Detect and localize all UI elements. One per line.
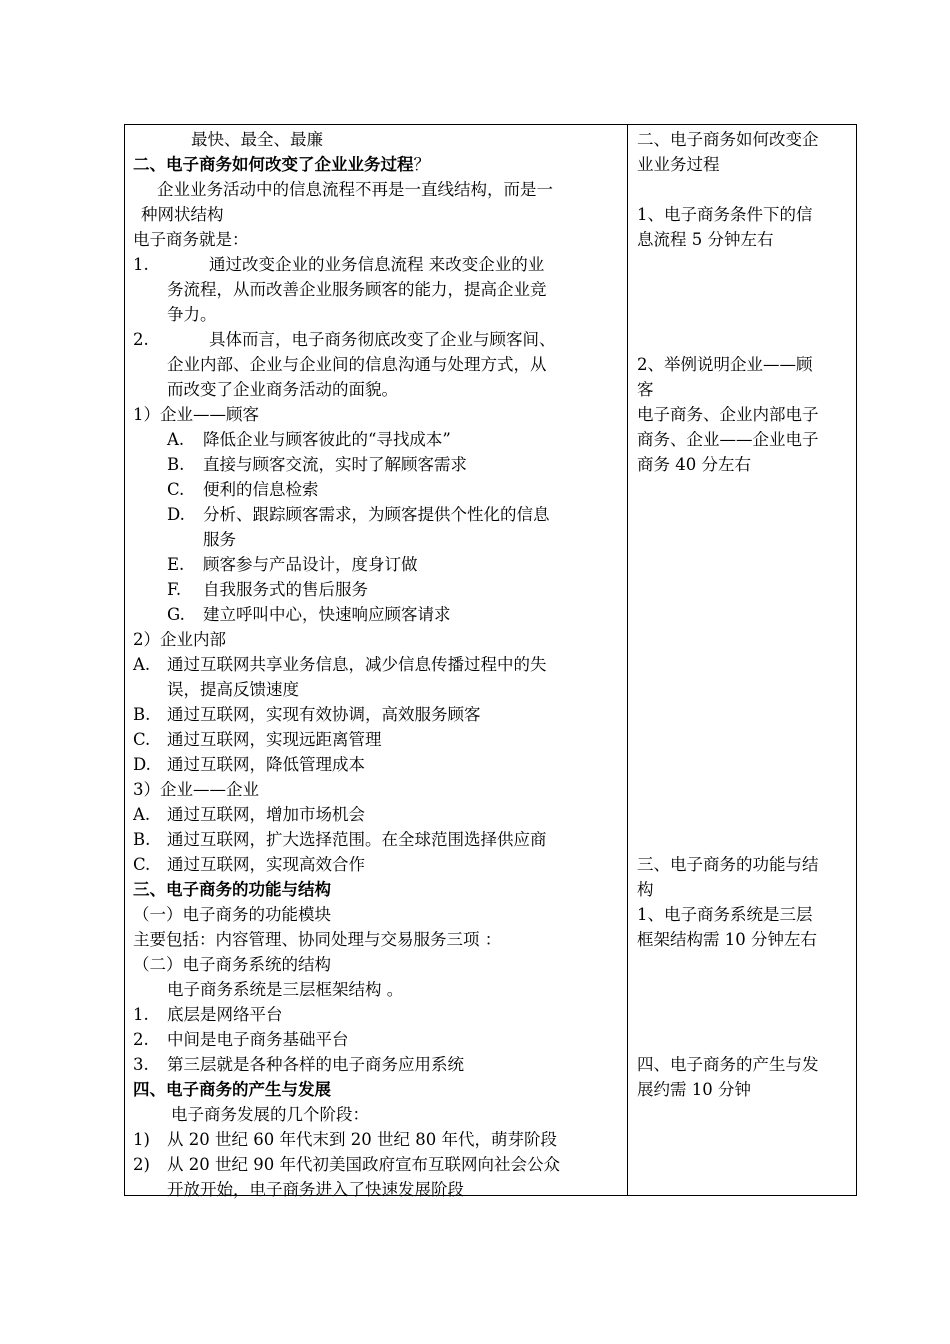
list-item: C. 通过互联网，实现高效合作 — [133, 855, 365, 874]
list-item: F. 自我服务式的售后服务 — [167, 580, 368, 599]
subheading: 2）企业内部 — [133, 630, 226, 649]
list-item: A. 通过互联网共享业务信息，减少信息传播过程中的失 — [133, 655, 547, 674]
note-line: 客 — [637, 380, 654, 399]
list-item: C. 通过互联网，实现远距离管理 — [133, 730, 382, 749]
note-line: 1、电子商务条件下的信 — [637, 205, 813, 224]
line-text: 开放开始，电子商务进入了快速发展阶段 — [167, 1180, 464, 1199]
list-item: 2. 中间是电子商务基础平台 — [133, 1030, 349, 1049]
note-line: 二、电子商务如何改变企 — [637, 130, 819, 149]
section-heading: 四、电子商务的产生与发展 — [133, 1080, 331, 1099]
list-item: 1) 从 20 世纪 60 年代末到 20 世纪 80 年代，萌芽阶段 — [133, 1130, 557, 1149]
note-line: 2、举例说明企业——顾 — [637, 355, 813, 374]
line-text: 企业内部、企业与企业间的信息沟通与处理方式，从 — [167, 355, 547, 374]
subheading: 3）企业——企业 — [133, 780, 259, 799]
note-line: 框架结构需 10 分钟左右 — [637, 930, 817, 949]
line-text: 服务 — [203, 530, 236, 549]
line-text: 电子商务系统是三层框架结构 。 — [167, 980, 404, 999]
list-item: E. 顾客参与产品设计，度身订做 — [167, 555, 418, 574]
note-line: 电子商务、企业内部电子 — [637, 405, 819, 424]
line-text: 主要包括：内容管理、协同处理与交易服务三项 ： — [133, 930, 502, 949]
section-heading: 三、电子商务的功能与结构 — [133, 880, 331, 899]
lesson-table — [124, 124, 857, 1199]
note-line: 构 — [637, 880, 654, 899]
note-line: 商务 40 分左右 — [637, 455, 751, 474]
line-text: 而改变了企业商务活动的面貌。 — [167, 380, 398, 399]
list-item: 2. 具体而言，电子商务彻底改变了企业与顾客间、 — [133, 330, 556, 349]
line-text: 种网状结构 — [141, 205, 224, 224]
list-item: B. 直接与顾客交流，实时了解顾客需求 — [167, 455, 467, 474]
line-text: 争力。 — [167, 305, 217, 324]
list-item: D. 通过互联网，降低管理成本 — [133, 755, 365, 774]
note-line: 展约需 10 分钟 — [637, 1080, 751, 1099]
note-line: 商务、企业——企业电子 — [637, 430, 819, 449]
column-divider — [627, 125, 628, 1195]
line-text: 务流程，从而改善企业服务顾客的能力，提高企业竞 — [167, 280, 547, 299]
list-item: G. 建立呼叫中心，快速响应顾客请求 — [167, 605, 451, 624]
note-line: 1、电子商务系统是三层 — [637, 905, 813, 924]
note-line: 三、电子商务的功能与结 — [637, 855, 819, 874]
list-item: A. 通过互联网，增加市场机会 — [133, 805, 365, 824]
subheading: 1）企业——顾客 — [133, 405, 259, 424]
list-item: D. 分析、跟踪顾客需求，为顾客提供个性化的信息 — [167, 505, 550, 524]
note-line: 业业务过程 — [637, 155, 720, 174]
list-item: 1. 底层是网络平台 — [133, 1005, 283, 1024]
section-heading: 二、电子商务如何改变了企业业务过程？ — [133, 155, 430, 174]
list-item: B. 通过互联网，扩大选择范围。在全球范围选择供应商 — [133, 830, 547, 849]
list-item: B. 通过互联网，实现有效协调，高效服务顾客 — [133, 705, 481, 724]
list-item: A. 降低企业与顾客彼此的“寻找成本” — [167, 430, 451, 449]
line-text: 企业业务活动中的信息流程不再是一直线结构，而是一 — [157, 180, 553, 199]
list-item: 3. 第三层就是各种各样的电子商务应用系统 — [133, 1055, 464, 1074]
subheading: （二）电子商务系统的结构 — [133, 955, 331, 974]
list-item: 1. 通过改变企业的业务信息流程 来改变企业的业 — [133, 255, 545, 274]
notes-column — [637, 127, 849, 1102]
line-text: 最快、最全、最廉 — [191, 130, 323, 149]
note-line: 四、电子商务的产生与发 — [637, 1055, 819, 1074]
note-line: 息流程 5 分钟左右 — [637, 230, 774, 249]
content-column — [133, 127, 619, 1202]
list-item: C. 便利的信息检索 — [167, 480, 319, 499]
list-item: 2) 从 20 世纪 90 年代初美国政府宣布互联网向社会公众 — [133, 1155, 560, 1174]
line-text: 电子商务就是： — [133, 230, 249, 249]
line-text: 误，提高反馈速度 — [167, 680, 299, 699]
line-text: 电子商务发展的几个阶段： — [171, 1105, 369, 1124]
subheading: （一）电子商务的功能模块 — [133, 905, 331, 924]
